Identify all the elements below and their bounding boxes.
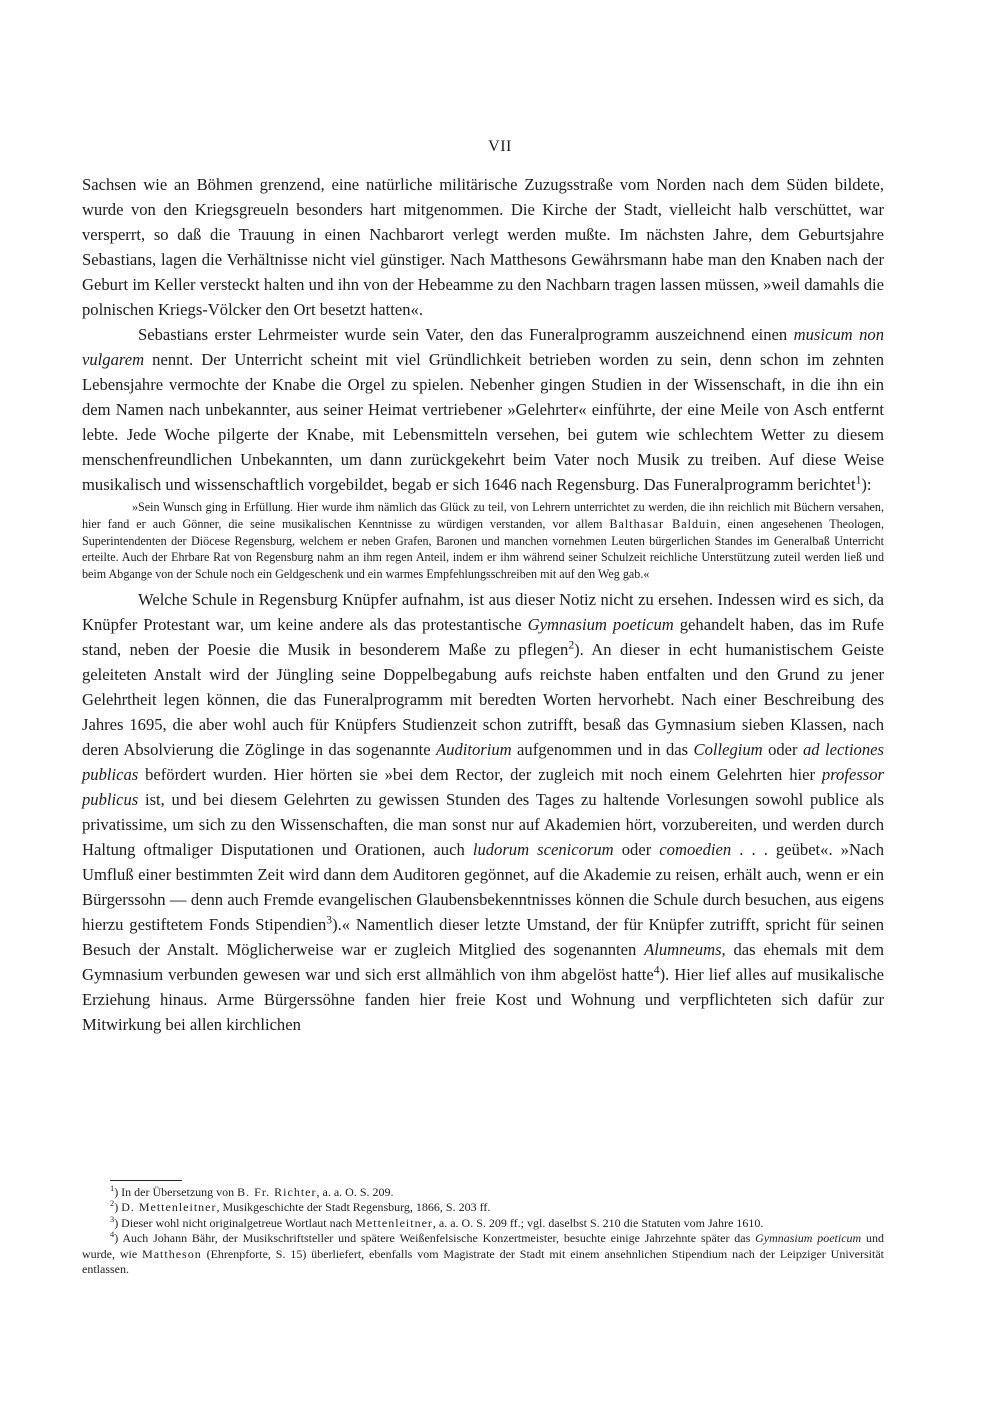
text-run: ). An dieser in echt humanistischem Geiste geleiteten Anstalt wird der Jüngling seine Doppelbegabung aufs reichste haben entfalten und den Grund zu jener Gelehrtheit legen können, die das Funeralprogramm mit beredten Worten hervorhebt. Nach einer Beschreibung des Jahres 1695, die aber wohl auch für Knüpfers Studienzeit schon zutrifft, besaß das Gymnasium sieben Klassen, nach deren Absolvierung die Zöglinge in das sogenannte [82, 639, 884, 759]
text-run: ): [861, 475, 872, 494]
text-run: . . . geübet«. »Nach Umfluß einer bestimmten Zeit wird dann dem Auditoren gegönnet, auf die Akademie zu reisen, erhält auch, wenn er ein Bürgerssohn — denn auch Fremde evangelischen Glaubensbekenntnisses können die Schule durch besuchen, aus eigens hierzu gestiftetem Fonds Stipendien [82, 839, 884, 934]
text-run: Sebastians erster Lehrmeister wurde sein Vater, den das Funeralprogramm auszeichnend einen [138, 325, 794, 344]
page-number: VII [488, 138, 512, 155]
text-run: ) In der Übersetzung von [114, 1185, 238, 1199]
text-run: ist, und bei diesem Gelehrten zu gewissen Stunden des Tages zu haltende Vorlesungen sowohl publice als privatissime, um sich zu den Wissenschaften, die man sonst nur auf Akademien hört, vorzubereiten, und werden durch Haltung oftmaliger Disputationen und Orationen, auch [82, 789, 884, 859]
paragraph-1: Sachsen wie an Böhmen grenzend, eine natürliche militärische Zuzugsstraße vom Norden nach dem Süden bildete, wurde von den Kriegsgreueln besonders hart mitgenommen. Die Kirche der Stadt, vielleicht halb verschüttet, war versperrt, so daß die Trauung in einen Nachbarort verlegt werden mußte. Im nächsten Jahre, dem Geburtsjahre Sebastians, lagen die Verhältnisse nicht viel günstiger. Nach Matthesons Gewährsmann habe man den Knaben nach der Geburt im Keller versteckt halten und ihn von der Hebeamme zu den Nachbarn tragen lassen müssen, »weil damahls die polnischen Kriegs-Völcker den Ort besetzt hatten«. [82, 175, 884, 319]
text-run: (Ehrenpforte, S. 15) überliefert, ebenfalls vom Magistrate der Stadt mit einem ansehnlichen Stipendium nach der Leipziger Universität entlassen. [82, 1246, 884, 1277]
footnote-ref-1: 1 [855, 473, 862, 487]
text-run: , das ehemals mit dem Gymnasium verbunden gewesen war und sich erst allmählich von ihm abgelöst hatte [82, 939, 884, 984]
text-run: ).« Namentlich dieser letzte Umstand, der für Knüpfer zutrifft, spricht für seinen Besuch der Anstalt. Möglicherweise war er zugleich Mitglied des sogenannten [82, 914, 885, 959]
footnote-mark: 4 [110, 1230, 115, 1240]
footnote-1 [82, 1185, 884, 1200]
paragraph-2 [82, 322, 884, 497]
footnote-mark: 2 [110, 1199, 115, 1209]
latin-phrase: Gymnasium poeticum [755, 1231, 862, 1246]
text-run: aufgenommen und in das [511, 739, 694, 759]
footnote-mark: 3 [110, 1214, 115, 1224]
latin-phrase: professor publicus [82, 764, 884, 809]
footnote-4 [82, 1231, 884, 1277]
latin-phrase: ludorum scenicorum [472, 839, 614, 859]
block-quote [82, 499, 884, 583]
footnote-ref-2: 2 [568, 638, 575, 652]
latin-phrase: Collegium [693, 739, 763, 759]
text-run: Welche Schule in Regensburg Knüpfer aufnahm, ist aus dieser Notiz nicht zu ersehen. Indessen wird es sich, da Knüpfer Protestant war, um keine andere als das protestantische [82, 589, 884, 634]
text-run: oder [762, 739, 803, 759]
latin-phrase: ad lectiones publicas [82, 739, 884, 784]
text-run: ). Hier lief alles auf musikalische Erziehung hinaus. Arme Bürgerssöhne fanden hier freie Kost und Wohnung und verpflichteten sich dafür zur Mitwirkung bei allen kirchlichen [82, 964, 885, 1034]
person-name: Mattheson [142, 1246, 202, 1261]
footnote-ref-3: 3 [326, 913, 333, 927]
latin-phrase: Auditorium [436, 739, 512, 759]
person-name: Balthasar Balduin [609, 516, 718, 531]
footnote-ref-4: 4 [653, 963, 660, 977]
text-run: , a. a. O. S. 209. [316, 1185, 394, 1199]
text-run: , einen angesehenen Theologen, Superintendenten der Diöcese Regensburg, welchem er neben Grafen, Baronen und manchen vornehmen Leuten bürgerlichen Standes im Generalbaß Unterricht erteilte. Auch der Ehrbare Rat von Regensburg nahm an ihm regen Anteil, indem er ihm während seiner Schulzeit reichliche Unterstützung zuteil werden ließ und beim Abgange von der Schule noch ein Geldgeschenk und ein warmes Empfehlungsschreiben mit auf den Weg gab.« [82, 516, 884, 582]
text-run: ) Dieser wohl nicht originalgetreue Wortlaut nach [114, 1215, 356, 1230]
footnote-3 [82, 1216, 884, 1231]
latin-phrase: Gymnasium poeticum [527, 614, 674, 634]
latin-phrase: comoedien [659, 839, 732, 859]
text-run: und wurde, wie [82, 1231, 884, 1261]
footnotes [82, 1185, 884, 1277]
text-run: »Sein Wunsch ging in Erfüllung. Hier wurde ihm nämlich das Glück zu teil, von Lehrern unterrichtet zu werden, die ihn reichlich mit Büchern versahen, hier fand er auch Gönner, die seine musikalischen Kenntnisse zu würdigen verstanden, vor allem [82, 500, 884, 531]
person-name: D. Mettenleitner [121, 1200, 217, 1215]
text-run: nennt. Der Unterricht scheint mit viel Gründlichkeit betrieben worden zu sein, denn schon im zehnten Lebensjahre vermochte der Knabe die Orgel zu spielen. Nebenher gingen Studien in der Wissenschaft, in die ihn ein dem Namen nach unbekannter, aus seiner Heimat vertriebener »Gelehrter« einführte, der eine Meile von Asch entfernt lebte. Jede Woche pilgerte der Knabe, mit Lebensmitteln versehen, bei gutem wie schlechtem Wetter zu diesem menschenfreundlichen Unbekannten, um dann zurückgekehrt beim Vater noch Musik zu treiben. Auf diese Weise musikalisch und wissenschaftlich vorgebildet, begab er sich 1646 nach Regensburg. Das Funeralprogramm berichtet [82, 350, 884, 494]
paragraph-3 [82, 587, 884, 1037]
person-name: Mettenleitner [355, 1215, 433, 1230]
person-name: B. Fr. Richter [237, 1185, 317, 1199]
text-run: gehandelt haben, das im Rufe stand, neben der Poesie die Musik in besonderem Maße zu pflegen [82, 614, 884, 659]
text-run: oder [613, 839, 660, 859]
text-run: , a. a. O. S. 209 ff.; vgl. daselbst S. 210 die Statuten vom Jahre 1610. [432, 1215, 764, 1230]
text-run: befördert wurden. Hier hörten sie »bei dem Rector, der zugleich mit noch einem Gelehrten hier [138, 764, 822, 784]
footnote-2 [82, 1200, 884, 1215]
text-run: , Musikgeschichte der Stadt Regensburg, 1866, S. 203 ff. [216, 1200, 491, 1215]
latin-phrase: Alumneums [644, 939, 722, 959]
main-text [82, 172, 884, 1037]
latin-phrase: musicum non vulgarem [82, 325, 884, 369]
footnote-divider [110, 1180, 182, 1181]
text-run: ) Auch Johann Bähr, der Musikschriftsteller und spätere Weißenfelsische Konzertmeister, besuchte einige Jahrzehnte später das [114, 1231, 756, 1246]
text-run: ) [114, 1200, 122, 1215]
footnote-mark: 1 [110, 1184, 115, 1193]
